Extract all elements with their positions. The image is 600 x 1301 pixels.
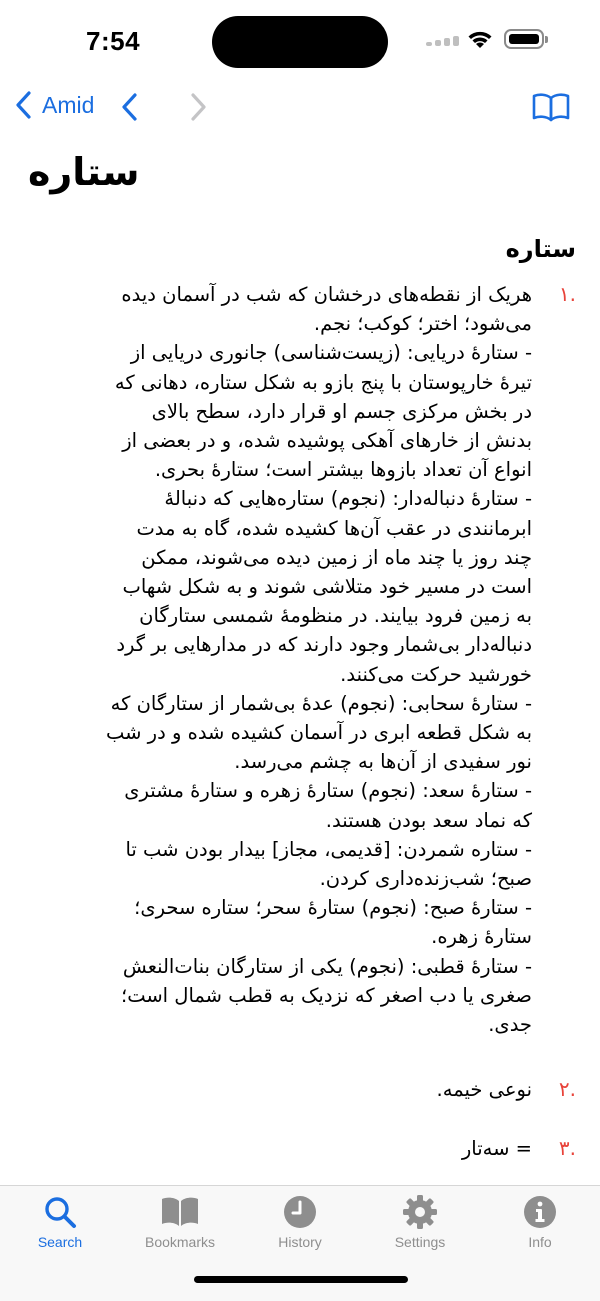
definition-line: جدی. <box>488 1013 532 1037</box>
definition-line: است در مسیر خود متلاشی شوند و به شکل شهاب <box>122 575 532 599</box>
definition-line: در بخش مرکزی جسم او قرار دارد، سطح بالای <box>151 399 532 423</box>
info-icon <box>522 1194 558 1230</box>
page-title: ستاره <box>28 150 140 194</box>
status-bar <box>0 0 600 80</box>
entry-heading: ستاره <box>505 235 576 263</box>
definition-line: ستارهٔ زهره. <box>431 925 532 949</box>
definition-line: چند روز یا چند ماه از زمین دیده می‌شوند، ممکن <box>141 545 532 569</box>
dictionary-book-button[interactable] <box>532 92 570 126</box>
definition-line: - ستارهٔ صبح: (نجوم) ستارهٔ سحر؛ ستاره سحری؛ <box>134 896 532 920</box>
definition-line: صبح؛ شب‌زنده‌داری کردن. <box>319 867 532 891</box>
search-icon <box>42 1194 78 1230</box>
bookmarks-icon <box>160 1194 200 1230</box>
tab-label: Settings <box>394 1234 446 1250</box>
definition-line: خورشید حرکت می‌کنند. <box>340 662 532 686</box>
tab-search[interactable] <box>0 1194 120 1250</box>
gear-icon <box>402 1194 438 1230</box>
entry-content[interactable] <box>0 225 600 1185</box>
tab-settings[interactable] <box>360 1194 480 1250</box>
definition-line: انواع آن تعداد بازوها بیشتر است؛ ستارهٔ بحری. <box>154 458 532 482</box>
chevron-left-icon <box>120 92 140 122</box>
next-entry-button[interactable] <box>188 92 208 126</box>
definition-item <box>20 280 576 1039</box>
definition-line: - ستارهٔ قطبی: (نجوم) یکی از ستارگان بنات‌النعش <box>122 954 532 978</box>
definition-line: تیرهٔ خارپوستان با پنج بازو به شکل ستاره، دهانی که <box>114 370 532 394</box>
definition-line: - ستاره شمردن: [قدیمی، مجاز] بیدار بودن شب تا <box>125 837 532 861</box>
definition-number: .۳ <box>558 1136 576 1161</box>
tab-history[interactable] <box>240 1194 360 1250</box>
definition-line: که نماد سعد بودن هستند. <box>325 808 532 832</box>
definition-line: دنباله‌دار بی‌شمار وجود دارند که در مدارهایی بر گرد <box>116 633 532 657</box>
definition-line: صغری یا دب اصغر که نزدیک به قطب شمال است؛ <box>121 983 532 1007</box>
previous-entry-button[interactable] <box>120 92 140 126</box>
definition-line: - ستارهٔ سعد: (نجوم) ستارهٔ زهره و ستارهٔ مشتری <box>124 779 532 803</box>
definition-line: - ستارهٔ سحابی: (نجوم) عدهٔ بی‌شمار از ستارگان که <box>110 691 532 715</box>
definition-line: نور سفیدی از آن‌ها به چشم می‌رسد. <box>234 750 532 774</box>
definition-text <box>42 1075 532 1104</box>
tab-label: Info <box>528 1234 552 1250</box>
cellular-signal-icon <box>426 34 460 46</box>
definition-line: به زمین فرود بیایند. در منظومهٔ شمسی ستارگان <box>139 604 532 628</box>
chevron-right-icon <box>188 92 208 122</box>
wifi-icon <box>466 28 494 50</box>
battery-icon <box>504 29 544 49</box>
tab-label: History <box>278 1234 322 1250</box>
definition-line: - ستارهٔ دنباله‌دار: (نجوم) ستاره‌هایی که دنبالهٔ <box>164 487 532 511</box>
definition-list <box>20 280 576 1164</box>
nav-bar <box>0 84 600 130</box>
back-button[interactable] <box>14 90 94 120</box>
definition-line: نوعی خیمه. <box>436 1078 532 1102</box>
book-icon <box>532 92 570 122</box>
definition-line: ابرمانندی در عقب آن‌ها کشیده شده، گاه به مدت <box>136 516 532 540</box>
definition-item <box>20 1075 576 1104</box>
tab-bookmarks[interactable] <box>120 1194 240 1250</box>
tab-bar <box>0 1185 600 1301</box>
tab-info[interactable] <box>480 1194 600 1250</box>
history-icon <box>282 1194 318 1230</box>
home-indicator <box>194 1276 408 1283</box>
definition-number: .۱ <box>558 282 576 306</box>
definition-line: = سه‌تار <box>461 1137 532 1161</box>
definition-line: - ستارهٔ دریایی: (زیست‌شناسی) جانوری دریایی از <box>130 341 532 365</box>
back-label: Amid <box>42 91 95 118</box>
definition-text <box>42 1134 532 1163</box>
definition-item <box>20 1134 576 1163</box>
definition-line: می‌شود؛ اختر؛ کوکب؛ نجم. <box>313 312 532 336</box>
tab-label: Search <box>37 1234 83 1250</box>
dynamic-island <box>212 16 388 68</box>
definition-number: .۲ <box>558 1077 576 1102</box>
definition-line: به شکل قطعه ابری در آسمان کشیده شده و در شب <box>106 721 532 745</box>
definition-line: بدنش از خارهای آهکی پوشیده شده، و در بعضی از <box>122 429 532 453</box>
definition-line: هریک از نقطه‌های درخشان که شب در آسمان دیده <box>121 283 532 306</box>
tab-label: Bookmarks <box>144 1234 216 1250</box>
chevron-left-icon <box>14 90 34 120</box>
status-time: 7:54 <box>86 26 141 56</box>
definition-text <box>42 280 532 1039</box>
